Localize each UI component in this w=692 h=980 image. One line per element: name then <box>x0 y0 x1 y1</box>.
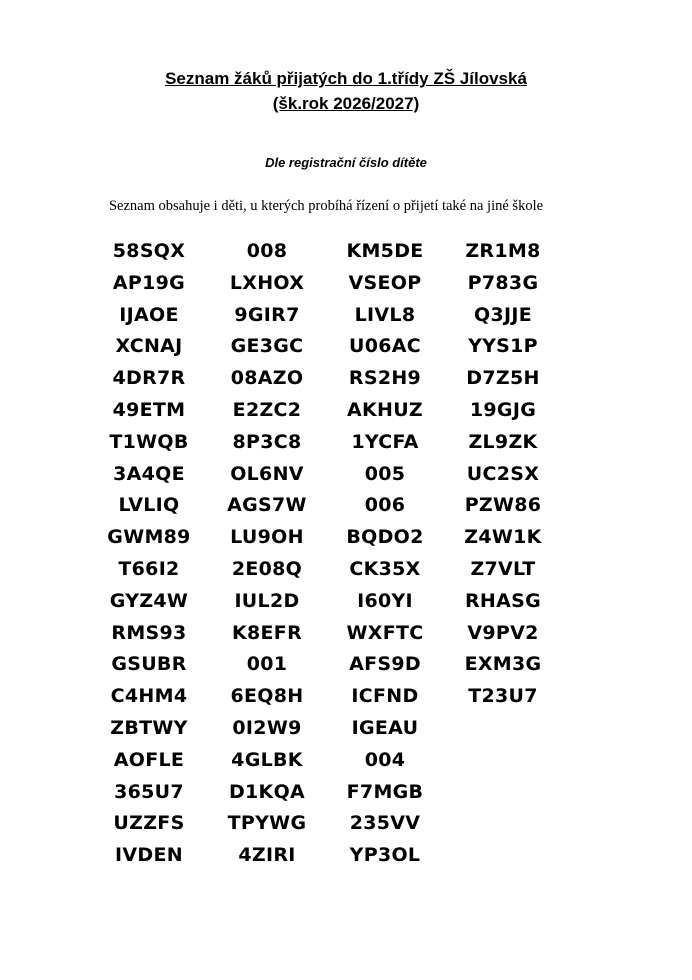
document-note: Seznam obsahuje i děti, u kterých probíhá řízení o přijetí také na jiné škole <box>108 198 544 214</box>
registration-code: RHASG <box>464 589 541 612</box>
registration-code: E2ZC2 <box>232 398 302 421</box>
registration-code: 19GJG <box>469 398 537 421</box>
registration-code: WXFTC <box>346 621 424 644</box>
code-column-4 <box>438 236 568 713</box>
registration-code: T23U7 <box>468 685 538 708</box>
registration-code: IVDEN <box>115 844 183 867</box>
registration-code: AKHUZ <box>346 398 424 421</box>
registration-code: I60YI <box>357 589 413 612</box>
registration-code: GE3GC <box>230 335 304 358</box>
registration-code: IGEAU <box>351 716 419 739</box>
registration-code: 008 <box>246 240 288 262</box>
document-subtitle: Dle registrační číslo dítěte <box>265 155 427 170</box>
registration-code: BQDO2 <box>346 526 424 549</box>
school-year: (šk.rok 2026/2027) <box>272 94 420 113</box>
registration-code: 2E08Q <box>231 557 303 580</box>
registration-code: EXM3G <box>464 653 542 676</box>
registration-code: 365U7 <box>114 780 184 803</box>
registration-code: P783G <box>467 271 539 294</box>
registration-code: 005 <box>364 462 406 485</box>
registration-code: IUL2D <box>234 589 300 612</box>
registration-code: PZW86 <box>464 494 542 517</box>
registration-code: 4DR7R <box>112 367 186 390</box>
registration-code: 1YCFA <box>351 430 419 453</box>
registration-code: 8P3C8 <box>232 430 302 453</box>
registration-code: 006 <box>364 494 406 517</box>
registration-code: Q3JJE <box>474 303 532 326</box>
registration-code: GSUBR <box>111 653 187 676</box>
registration-code: C4HM4 <box>110 685 188 708</box>
registration-code: LVLIQ <box>118 494 180 517</box>
registration-code: UZZFS <box>113 812 185 835</box>
registration-code: 004 <box>364 748 406 771</box>
registration-code: LU9OH <box>230 526 304 549</box>
registration-code: AP19G <box>112 271 186 294</box>
registration-code: LXHOX <box>229 271 305 294</box>
code-column-2 <box>202 236 332 872</box>
registration-code: 0I2W9 <box>232 716 302 739</box>
registration-code: 4GLBK <box>231 748 303 771</box>
registration-code: V9PV2 <box>467 621 539 644</box>
registration-code: 001 <box>246 653 288 676</box>
registration-code: XCNAJ <box>115 335 183 358</box>
registration-code: 9GIR7 <box>234 303 300 326</box>
registration-code: T1WQB <box>109 430 189 453</box>
registration-code: AFS9D <box>349 653 421 676</box>
registration-code: K8EFR <box>231 621 303 644</box>
registration-code: 6EQ8H <box>230 685 304 708</box>
registration-code: 08AZO <box>230 367 304 390</box>
registration-code: AOFLE <box>113 748 185 771</box>
registration-code: RS2H9 <box>348 367 422 390</box>
registration-code: F7MGB <box>346 780 424 803</box>
registration-code: VSEOP <box>348 271 422 294</box>
registration-code: LIVL8 <box>354 303 416 326</box>
registration-code: YP3OL <box>349 844 421 867</box>
registration-code: RMS93 <box>111 621 187 644</box>
registration-code: U06AC <box>348 335 422 358</box>
registration-code: GWM89 <box>107 526 191 549</box>
registration-code: T66I2 <box>118 557 180 580</box>
registration-code: Z4W1K <box>464 526 542 549</box>
document-title: Seznam žáků přijatých do 1.třídy ZŠ Jílovská <box>165 69 527 88</box>
registration-code: ICFND <box>351 685 419 708</box>
registration-code: ZBTWY <box>110 716 188 739</box>
registration-code: ZL9ZK <box>468 430 538 453</box>
registration-code: CK35X <box>349 557 421 580</box>
registration-code: YYS1P <box>468 335 538 358</box>
registration-code: ZR1M8 <box>465 240 541 262</box>
registration-code: D7Z5H <box>466 367 540 390</box>
registration-code: 4ZIRI <box>238 844 296 867</box>
registration-code: TPYWG <box>227 812 307 835</box>
registration-code: KM5DE <box>346 240 424 262</box>
registration-code: Z7VLT <box>470 557 536 580</box>
registration-code: D1KQA <box>228 780 306 803</box>
registration-code: OL6NV <box>230 462 304 485</box>
registration-code: 58SQX <box>112 240 186 262</box>
registration-code: UC2SX <box>466 462 540 485</box>
registration-code: 49ETM <box>112 398 186 421</box>
registration-code: 235VV <box>349 812 421 835</box>
registration-code: 3A4QE <box>113 462 185 485</box>
code-column-3 <box>320 236 450 872</box>
registration-code: GYZ4W <box>109 589 189 612</box>
registration-code: AGS7W <box>227 494 307 517</box>
registration-code: IJAOE <box>119 303 179 326</box>
code-column-1 <box>84 236 214 872</box>
